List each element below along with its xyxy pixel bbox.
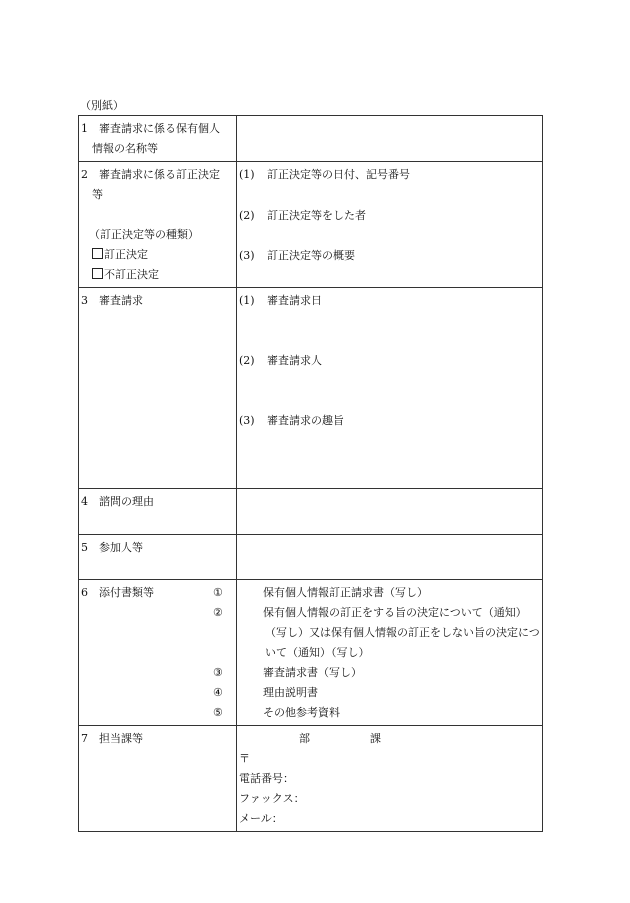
- row-6-number: 6: [81, 586, 88, 599]
- attachment-item-3-mark: ③: [213, 666, 223, 679]
- decision-item-2-mark: (2): [239, 209, 255, 222]
- row-3-number: 3: [81, 294, 88, 307]
- attachment-item-1-text: 保有個人情報訂正請求書（写し）: [263, 586, 428, 599]
- attachment-item-4-mark: ④: [213, 686, 223, 699]
- row-7-value-cell: [237, 726, 543, 832]
- row-2-label-cell: [79, 162, 237, 288]
- attachment-item-3: [213, 663, 540, 683]
- non-correction-decision-checkbox[interactable]: [92, 268, 103, 279]
- row-1-label-line-1: 審査請求に係る保有個人: [99, 122, 220, 135]
- email-field: メール：: [239, 812, 283, 825]
- row-5-label-cell: [79, 535, 237, 580]
- row-3-label-cell: [79, 288, 237, 489]
- row-7-label-cell: [79, 726, 237, 832]
- section-label: 課: [370, 732, 381, 745]
- attachment-item-1: [213, 583, 540, 603]
- row-3: [79, 288, 543, 489]
- decision-item-3-mark: (3): [239, 249, 255, 262]
- row-4-label-cell: [79, 489, 237, 535]
- row-1: [79, 116, 543, 162]
- attachment-item-2-mark: ②: [213, 606, 223, 619]
- attachment-item-2-text: 保有個人情報の訂正をする旨の決定について（通知）（写し）又は保有個人情報の訂正をしない旨の決定について（通知）（写し）: [263, 606, 540, 659]
- row-2-value-cell: [237, 162, 543, 288]
- fax-number-field: ファックス：: [239, 792, 305, 805]
- request-item-3-text: 審査請求の趣旨: [267, 414, 344, 427]
- row-5-value-cell[interactable]: [237, 535, 543, 580]
- row-2-number: 2: [81, 168, 88, 181]
- request-item-1-mark: (1): [239, 294, 255, 307]
- row-3-value-cell: [237, 288, 543, 489]
- row-6-label: 添付書類等: [99, 586, 154, 599]
- request-item-1-text: 審査請求日: [267, 294, 322, 307]
- attachment-item-5-text: その他参考資料: [263, 706, 340, 719]
- row-4-label: 諮問の理由: [99, 495, 154, 508]
- row-7-number: 7: [81, 732, 88, 745]
- attachment-caption: （別紙）: [80, 99, 124, 112]
- row-7: [79, 726, 543, 832]
- row-1-number: 1: [81, 122, 88, 135]
- phone-number-field: 電話番号：: [239, 772, 294, 785]
- attachment-item-3-text: 審査請求書（写し）: [263, 666, 362, 679]
- attachment-item-4: [213, 683, 540, 703]
- attachment-item-4-text: 理由説明書: [263, 686, 318, 699]
- row-4-number: 4: [81, 495, 88, 508]
- row-1-label-line-2: 情報の名称等: [92, 142, 158, 155]
- consultation-form-table: [78, 115, 543, 832]
- decision-item-1-mark: (1): [239, 168, 255, 181]
- attachment-item-5-mark: ⑤: [213, 706, 223, 719]
- postal-code-field: 〒: [239, 752, 250, 765]
- attachment-item-1-mark: ①: [213, 586, 223, 599]
- request-item-3-mark: (3): [239, 414, 255, 427]
- row-4: [79, 489, 543, 535]
- row-3-label: 審査請求: [99, 294, 143, 307]
- row-5-number: 5: [81, 541, 88, 554]
- attachment-item-2: [213, 603, 540, 663]
- row-1-value-cell[interactable]: [237, 116, 543, 162]
- decision-item-3-text: 訂正決定等の概要: [267, 249, 355, 262]
- row-7-label: 担当課等: [99, 732, 143, 745]
- row-2: [79, 162, 543, 288]
- row-6: [79, 580, 543, 726]
- row-5-label: 参加人等: [99, 541, 143, 554]
- row-4-value-cell[interactable]: [237, 489, 543, 535]
- row-6-value-cell: [213, 580, 543, 726]
- correction-decision-checkbox[interactable]: [92, 248, 103, 259]
- decision-item-1-text: 訂正決定等の日付、記号番号: [267, 168, 410, 181]
- decision-type-heading: （訂正決定等の種類）: [89, 228, 199, 241]
- decision-item-2-text: 訂正決定等をした者: [267, 209, 366, 222]
- row-2-label-line-1: 審査請求に係る訂正決定: [99, 168, 220, 181]
- non-correction-decision-label: 不訂正決定: [104, 268, 159, 281]
- correction-decision-label: 訂正決定: [104, 248, 148, 261]
- attachment-item-5: [213, 703, 540, 723]
- request-item-2-text: 審査請求人: [267, 354, 322, 367]
- row-2-label-line-2: 等: [92, 188, 103, 201]
- row-1-label-cell: [79, 116, 237, 162]
- row-5: [79, 535, 543, 580]
- department-label: 部: [299, 732, 310, 745]
- request-item-2-mark: (2): [239, 354, 255, 367]
